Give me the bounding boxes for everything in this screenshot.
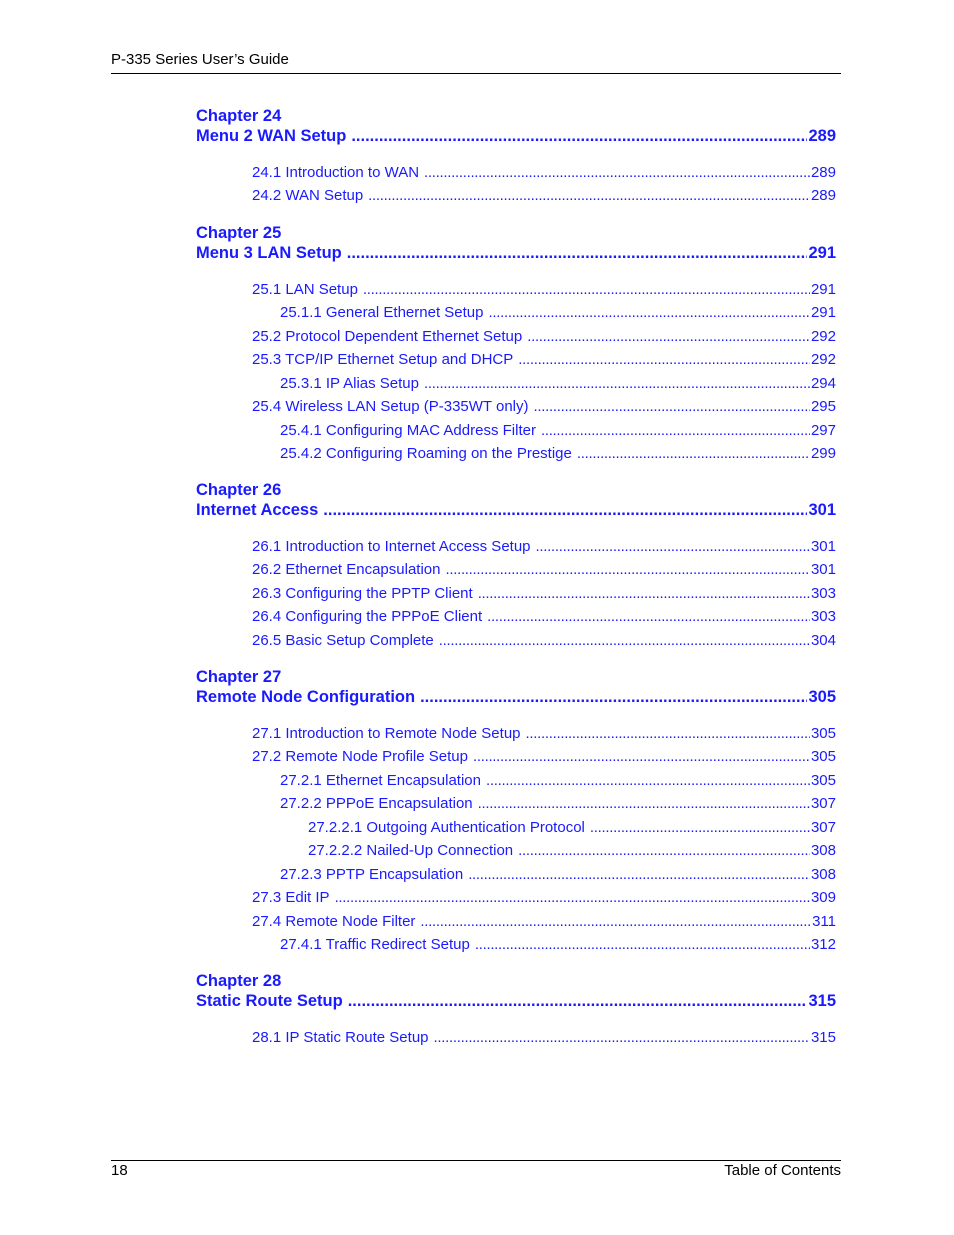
dot-leader: [348, 992, 808, 1011]
toc-entry-link[interactable]: [252, 632, 836, 649]
footer-section-title: Table of Contents: [724, 1162, 841, 1179]
toc-entry-link[interactable]: [280, 795, 836, 812]
dot-leader: [363, 281, 810, 298]
toc-entry-page-number: 299: [810, 445, 836, 462]
dot-leader: [577, 445, 810, 462]
toc-entry-title: 25.4 Wireless LAN Setup (P-335WT only): [252, 398, 529, 415]
toc-entry-link[interactable]: [252, 328, 836, 345]
footer-divider: [111, 1160, 841, 1161]
dot-leader: [445, 561, 810, 578]
toc-entry-title: 25.4.1 Configuring MAC Address Filter: [280, 422, 536, 439]
toc-entry-page-number: 307: [810, 819, 836, 836]
toc-entry-page-number: 295: [810, 398, 836, 415]
toc-entry-link[interactable]: [252, 164, 836, 181]
chapter-title: Remote Node Configuration: [196, 688, 416, 706]
toc-entry-page-number: 309: [810, 889, 836, 906]
chapter-title-link[interactable]: [196, 501, 836, 520]
toc-entry-page-number: 307: [810, 795, 836, 812]
dot-leader: [323, 501, 807, 520]
dot-leader: [468, 866, 810, 883]
toc-entry-link[interactable]: [252, 281, 836, 298]
toc-entry-title: 28.1 IP Static Route Setup: [252, 1029, 429, 1046]
dot-leader: [335, 889, 810, 906]
dot-leader: [541, 422, 810, 439]
dot-leader: [368, 187, 810, 204]
chapter-page-number: 291: [808, 244, 836, 262]
toc-entry-title: 27.4 Remote Node Filter: [252, 913, 416, 930]
chapter-title-link[interactable]: [196, 688, 836, 707]
toc-entry-page-number: 305: [810, 725, 836, 742]
toc-entry-page-number: 308: [810, 842, 836, 859]
toc-entry-link[interactable]: [280, 936, 836, 953]
dot-leader: [478, 585, 810, 602]
toc-entry-link[interactable]: [252, 913, 836, 930]
toc-entry-title: 25.4.2 Configuring Roaming on the Prestige: [280, 445, 572, 462]
toc-entry-link[interactable]: [280, 866, 836, 883]
toc-entry-title: 24.1 Introduction to WAN: [252, 164, 420, 181]
toc-entry-link[interactable]: [308, 842, 836, 859]
dot-leader: [475, 936, 810, 953]
toc-entry-link[interactable]: [252, 538, 836, 555]
toc-entry-page-number: 311: [812, 913, 836, 930]
toc-entry-title: 26.1 Introduction to Internet Access Setup: [252, 538, 531, 555]
toc-entry-page-number: 303: [810, 608, 836, 625]
toc-entry-link[interactable]: [308, 819, 836, 836]
chapter-title: Menu 3 LAN Setup: [196, 244, 342, 262]
toc-entry-title: 27.2.2.2 Nailed-Up Connection: [308, 842, 514, 859]
dot-leader: [478, 795, 810, 812]
toc-entry-page-number: 289: [810, 164, 836, 181]
chapter-page-number: 301: [808, 501, 836, 519]
dot-leader: [527, 328, 810, 345]
chapter-label[interactable]: Chapter 28: [196, 972, 282, 990]
chapter-label[interactable]: Chapter 27: [196, 668, 282, 686]
toc-entry-title: 27.2.2.1 Outgoing Authentication Protocol: [308, 819, 585, 836]
toc-entry-link[interactable]: [252, 398, 836, 415]
dot-leader: [518, 351, 810, 368]
toc-entry-title: 26.2 Ethernet Encapsulation: [252, 561, 441, 578]
dot-leader: [473, 748, 810, 765]
dot-leader: [518, 842, 810, 859]
toc-entry-title: 25.3 TCP/IP Ethernet Setup and DHCP: [252, 351, 514, 368]
toc-entry-page-number: 291: [810, 304, 836, 321]
chapter-title-link[interactable]: [196, 244, 836, 263]
toc-entry-link[interactable]: [280, 445, 836, 462]
toc-entry-page-number: 289: [810, 187, 836, 204]
toc-entry-link[interactable]: [252, 608, 836, 625]
toc-entry-link[interactable]: [252, 585, 836, 602]
toc-entry-link[interactable]: [252, 748, 836, 765]
chapter-title-link[interactable]: [196, 992, 836, 1011]
dot-leader: [351, 127, 807, 146]
toc-entry-title: 26.5 Basic Setup Complete: [252, 632, 434, 649]
toc-entry-link[interactable]: [252, 351, 836, 368]
chapter-label[interactable]: Chapter 26: [196, 481, 282, 499]
toc-entry-link[interactable]: [280, 772, 836, 789]
chapter-label[interactable]: Chapter 24: [196, 107, 282, 125]
toc-entry-page-number: 291: [810, 281, 836, 298]
toc-entry-title: 25.1 LAN Setup: [252, 281, 358, 298]
dot-leader: [526, 725, 810, 742]
toc-entry-title: 25.1.1 General Ethernet Setup: [280, 304, 484, 321]
toc-entry-link[interactable]: [252, 561, 836, 578]
toc-entry-link[interactable]: [280, 375, 836, 392]
dot-leader: [424, 375, 810, 392]
chapter-title-link[interactable]: [196, 127, 836, 146]
chapter-page-number: 315: [808, 992, 836, 1010]
header-title: P-335 Series User’s Guide: [111, 51, 289, 68]
toc-entry-title: 25.3.1 IP Alias Setup: [280, 375, 419, 392]
chapter-title: Static Route Setup: [196, 992, 343, 1010]
dot-leader: [420, 913, 811, 930]
toc-entry-page-number: 303: [810, 585, 836, 602]
chapter-title: Internet Access: [196, 501, 319, 519]
toc-entry-link[interactable]: [252, 889, 836, 906]
toc-entry-page-number: 315: [810, 1029, 836, 1046]
footer-page-number: 18: [111, 1162, 128, 1179]
toc-entry-page-number: 304: [810, 632, 836, 649]
chapter-page-number: 289: [808, 127, 836, 145]
toc-entry-link[interactable]: [252, 725, 836, 742]
toc-entry-title: 27.2.3 PPTP Encapsulation: [280, 866, 464, 883]
toc-entry-title: 27.2.1 Ethernet Encapsulation: [280, 772, 481, 789]
chapter-label[interactable]: Chapter 25: [196, 224, 282, 242]
toc-entry-title: 26.4 Configuring the PPPoE Client: [252, 608, 483, 625]
toc-entry-title: 27.2.2 PPPoE Encapsulation: [280, 795, 473, 812]
toc-entry-title: 24.2 WAN Setup: [252, 187, 364, 204]
toc-entry-title: 27.2 Remote Node Profile Setup: [252, 748, 468, 765]
dot-leader: [434, 1029, 810, 1046]
dot-leader: [439, 632, 810, 649]
dot-leader: [590, 819, 810, 836]
toc-entry-page-number: 294: [810, 375, 836, 392]
toc-entry-link[interactable]: [280, 422, 836, 439]
toc-entry-page-number: 292: [810, 351, 836, 368]
toc-entry-page-number: 308: [810, 866, 836, 883]
dot-leader: [347, 244, 808, 263]
toc-entry-page-number: 312: [810, 936, 836, 953]
toc-entry-page-number: 301: [810, 538, 836, 555]
toc-entry-title: 27.1 Introduction to Remote Node Setup: [252, 725, 521, 742]
toc-entry-link[interactable]: [252, 1029, 836, 1046]
dot-leader: [420, 688, 807, 707]
dot-leader: [487, 608, 810, 625]
toc-entry-page-number: 292: [810, 328, 836, 345]
toc-entry-page-number: 305: [810, 748, 836, 765]
toc-entry-title: 27.3 Edit IP: [252, 889, 330, 906]
dot-leader: [536, 538, 810, 555]
toc-entry-page-number: 301: [810, 561, 836, 578]
toc-entry-title: 27.4.1 Traffic Redirect Setup: [280, 936, 470, 953]
toc-entry-page-number: 297: [810, 422, 836, 439]
chapter-title: Menu 2 WAN Setup: [196, 127, 347, 145]
toc-entry-page-number: 305: [810, 772, 836, 789]
toc-entry-link[interactable]: [252, 187, 836, 204]
dot-leader: [534, 398, 810, 415]
dot-leader: [488, 304, 809, 321]
dot-leader: [486, 772, 810, 789]
toc-entry-link[interactable]: [280, 304, 836, 321]
dot-leader: [424, 164, 810, 181]
toc-entry-title: 26.3 Configuring the PPTP Client: [252, 585, 473, 602]
toc-entry-title: 25.2 Protocol Dependent Ethernet Setup: [252, 328, 523, 345]
chapter-page-number: 305: [808, 688, 836, 706]
